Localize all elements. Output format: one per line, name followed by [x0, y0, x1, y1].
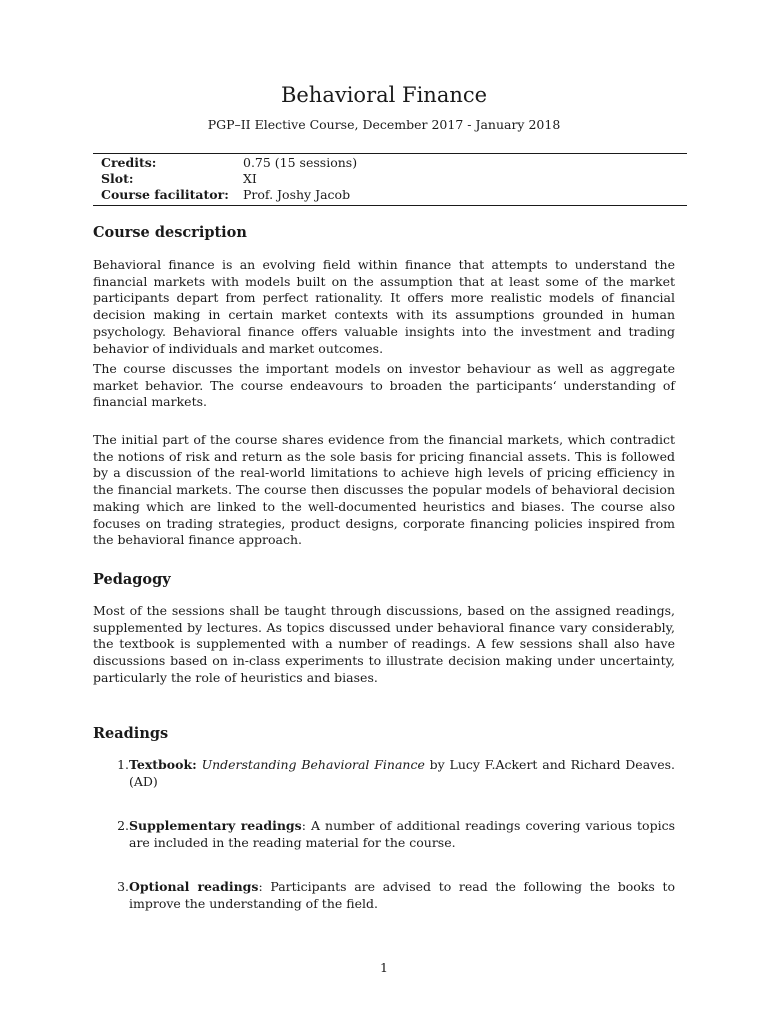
list-item — [93, 757, 675, 790]
reading-text: : Participants are advised to read the following the books to improve the understanding of the field. — [129, 879, 675, 911]
info-row-facilitator — [93, 187, 687, 203]
list-item-number: 3. — [117, 879, 129, 894]
info-label: Course facilitator: — [101, 187, 229, 202]
document-title: Behavioral Finance — [280, 83, 488, 107]
list-item-number: 1. — [117, 757, 129, 772]
info-value: XI — [243, 171, 257, 186]
info-label: Slot: — [101, 171, 134, 186]
readings-heading: Readings — [93, 725, 169, 742]
info-value: 0.75 (15 sessions) — [243, 155, 358, 170]
reading-label: Supplementary readings — [129, 818, 302, 833]
textbook-title: Understanding Behavioral Finance — [201, 757, 425, 772]
document-subtitle: PGP–II Elective Course, December 2017 - January 2018 — [207, 117, 561, 132]
reading-label: Optional readings — [129, 879, 259, 894]
course-description-paragraph-3: The initial part of the course shares evidence from the financial markets, which contradict the notions of risk and return as the sole basis for pricing financial assets. This is followed by a discussion of the real-world limitations to achieve high levels of pricing efficiency in the financial markets. The course then discusses the popular models of behavioral decision making which are linked to the well-documented heuristics and biases. The course also focuses on trading strategies, product designs, corporate financing policies inspired from the behavioral finance approach. — [93, 432, 675, 548]
pedagogy-paragraph: Most of the sessions shall be taught through discussions, based on the assigned readings, supplemented by lectures. As topics discussed under behavioral finance vary considerably, the textbook is supplemented with a number of readings. A few sessions shall also have discussions based on in-class experiments to illustrate decision making under uncertainty, particularly the role of heuristics and biases. — [93, 603, 675, 685]
page-number: 1 — [380, 960, 388, 975]
reading-text: : A number of additional readings covering various topics are included in the reading material for the course. — [129, 818, 675, 850]
list-item — [93, 818, 675, 851]
list-item — [93, 879, 675, 912]
info-row-credits — [93, 155, 687, 171]
course-description-heading: Course description — [93, 224, 247, 241]
course-description-paragraph-1: Behavioral finance is an evolving field within finance that attempts to understand the financial markets with models built on the assumption that at least some of the market participants depart from perfect rationality. It offers more realistic models of financial decision making in certain market contexts with its assumptions grounded in human psychology. Behavioral finance offers valuable insights into the investment and trading behavior of individuals and market outcomes. — [93, 257, 675, 356]
course-info-table — [93, 153, 687, 206]
info-row-slot — [93, 171, 687, 187]
reading-text: by Lucy F.Ackert and Richard Deaves. (AD) — [129, 757, 675, 789]
info-value: Prof. Joshy Jacob — [243, 187, 351, 202]
info-label: Credits: — [101, 155, 157, 170]
reading-label: Textbook: — [129, 757, 197, 772]
pedagogy-heading: Pedagogy — [93, 571, 171, 588]
list-item-number: 2. — [117, 818, 129, 833]
course-description-paragraph-2: The course discusses the important models on investor behaviour as well as aggregate market behavior. The course endeavours to broaden the participants‘ understanding of financial markets. — [93, 361, 675, 410]
